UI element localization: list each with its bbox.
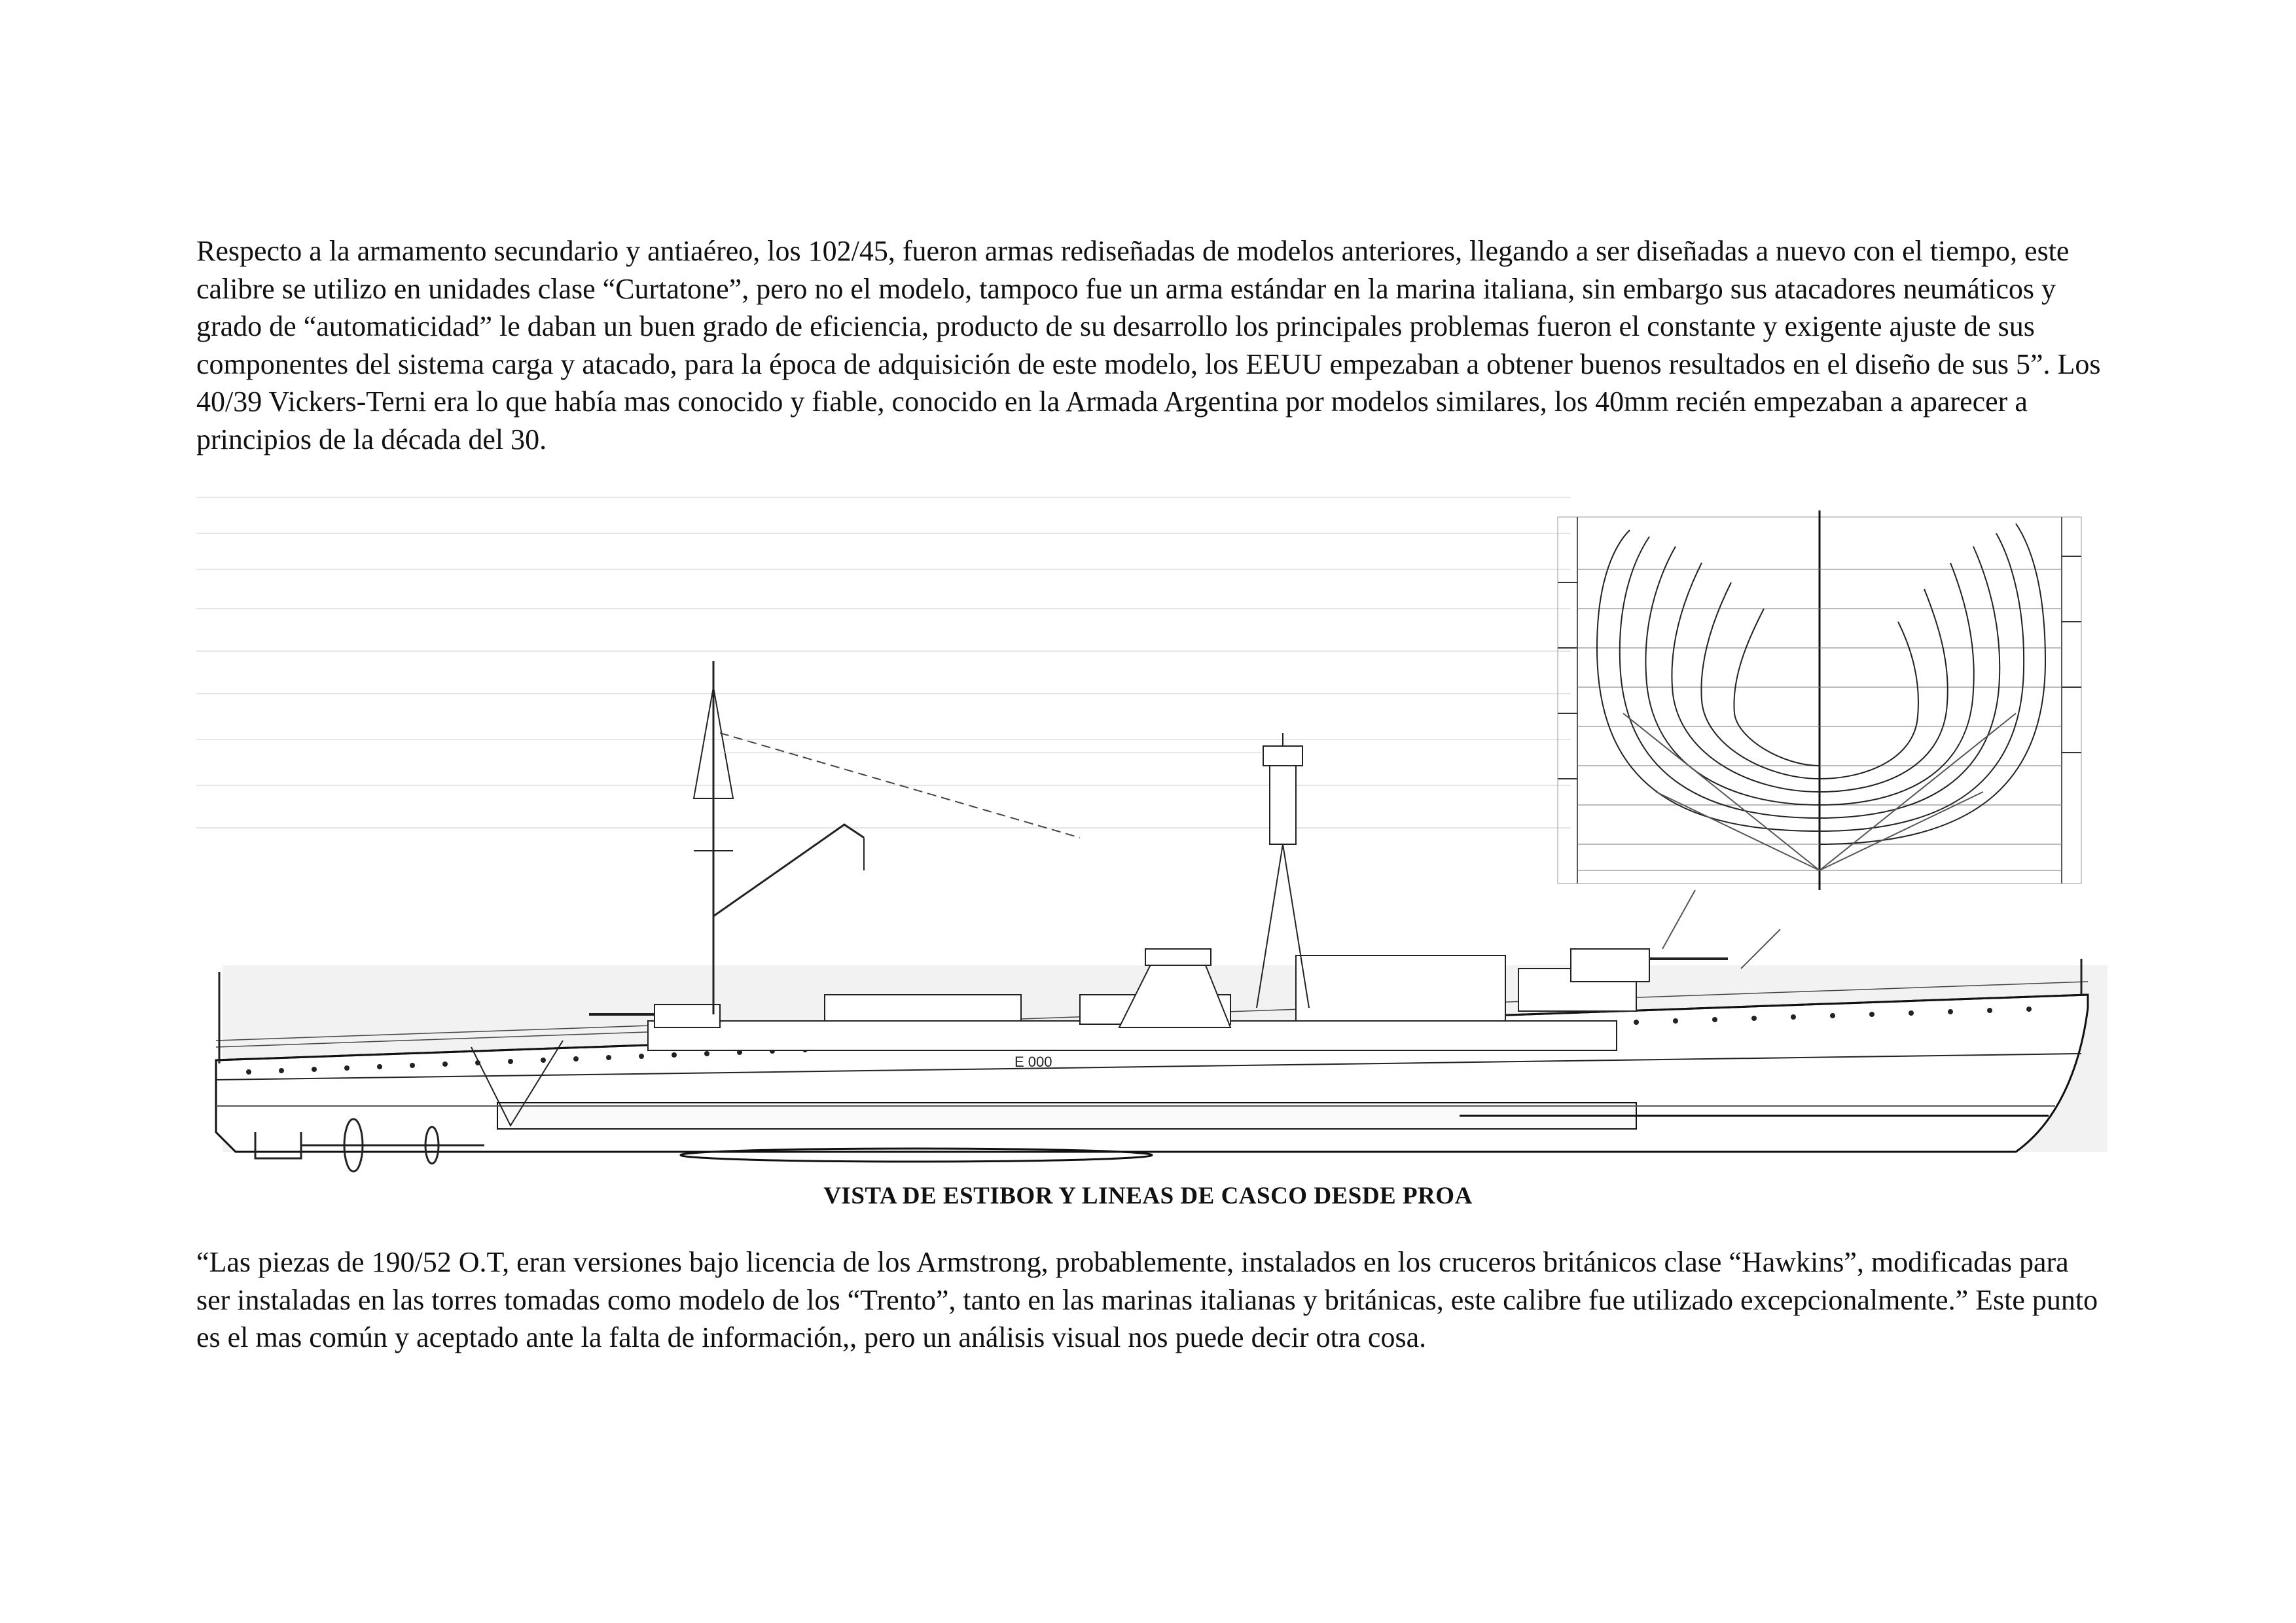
hull-body-plan — [1558, 510, 2081, 890]
background-scan-lines — [196, 497, 1571, 828]
paragraph-guns: “Las piezas de 190/52 O.T, eran versiones bajo licencia de los Armstrong, probablemente, instalados en los cruceros británicos clase “Hawkins”, modificadas para ser instaladas en las torres tomadas como modelo de los “Trento”, tanto en las marinas italianas y británicas, este calibre fue utilizado excepcionalmente.” Este punto es el mas común y aceptado ante la falta de información,, pero un análisis visual nos puede decir otra cosa. — [196, 1246, 2098, 1353]
figure-caption: VISTA DE ESTIBOR Y LINEAS DE CASCO DESDE PROA — [823, 1183, 1473, 1209]
hull-marking: E 000 — [1014, 1054, 1052, 1070]
paragraph-armament: Respecto a la armamento secundario y antiaéreo, los 102/45, fueron armas rediseñadas de modelos anteriores, llegando a ser diseñadas a nuevo con el tiempo, este calibre se utilizo en unidades clase “Curtatone”, pero no el modelo, tampoco fue un arma estándar en la marina italiana, sin embargo sus atacadores neumáticos y grado de “automaticidad” le daban un buen grado de eficiencia, producto de su desarrollo los principales problemas fueron el constante y exigente ajuste de sus componentes del sistema carga y atacado, para la época de adquisición de este modelo, los EEUU empezaban a obtener buenos resultados en el diseño de sus 5”. Los 40/39 Vickers-Terni era lo que había mas conocido y fiable, conocido en la Armada Argentina por modelos similares, los 40mm recién empezaban a aparecer a principios de la década del 30. — [196, 235, 2101, 455]
ship-profile — [216, 661, 2108, 1171]
ship-drawing-figure — [196, 471, 2108, 1175]
